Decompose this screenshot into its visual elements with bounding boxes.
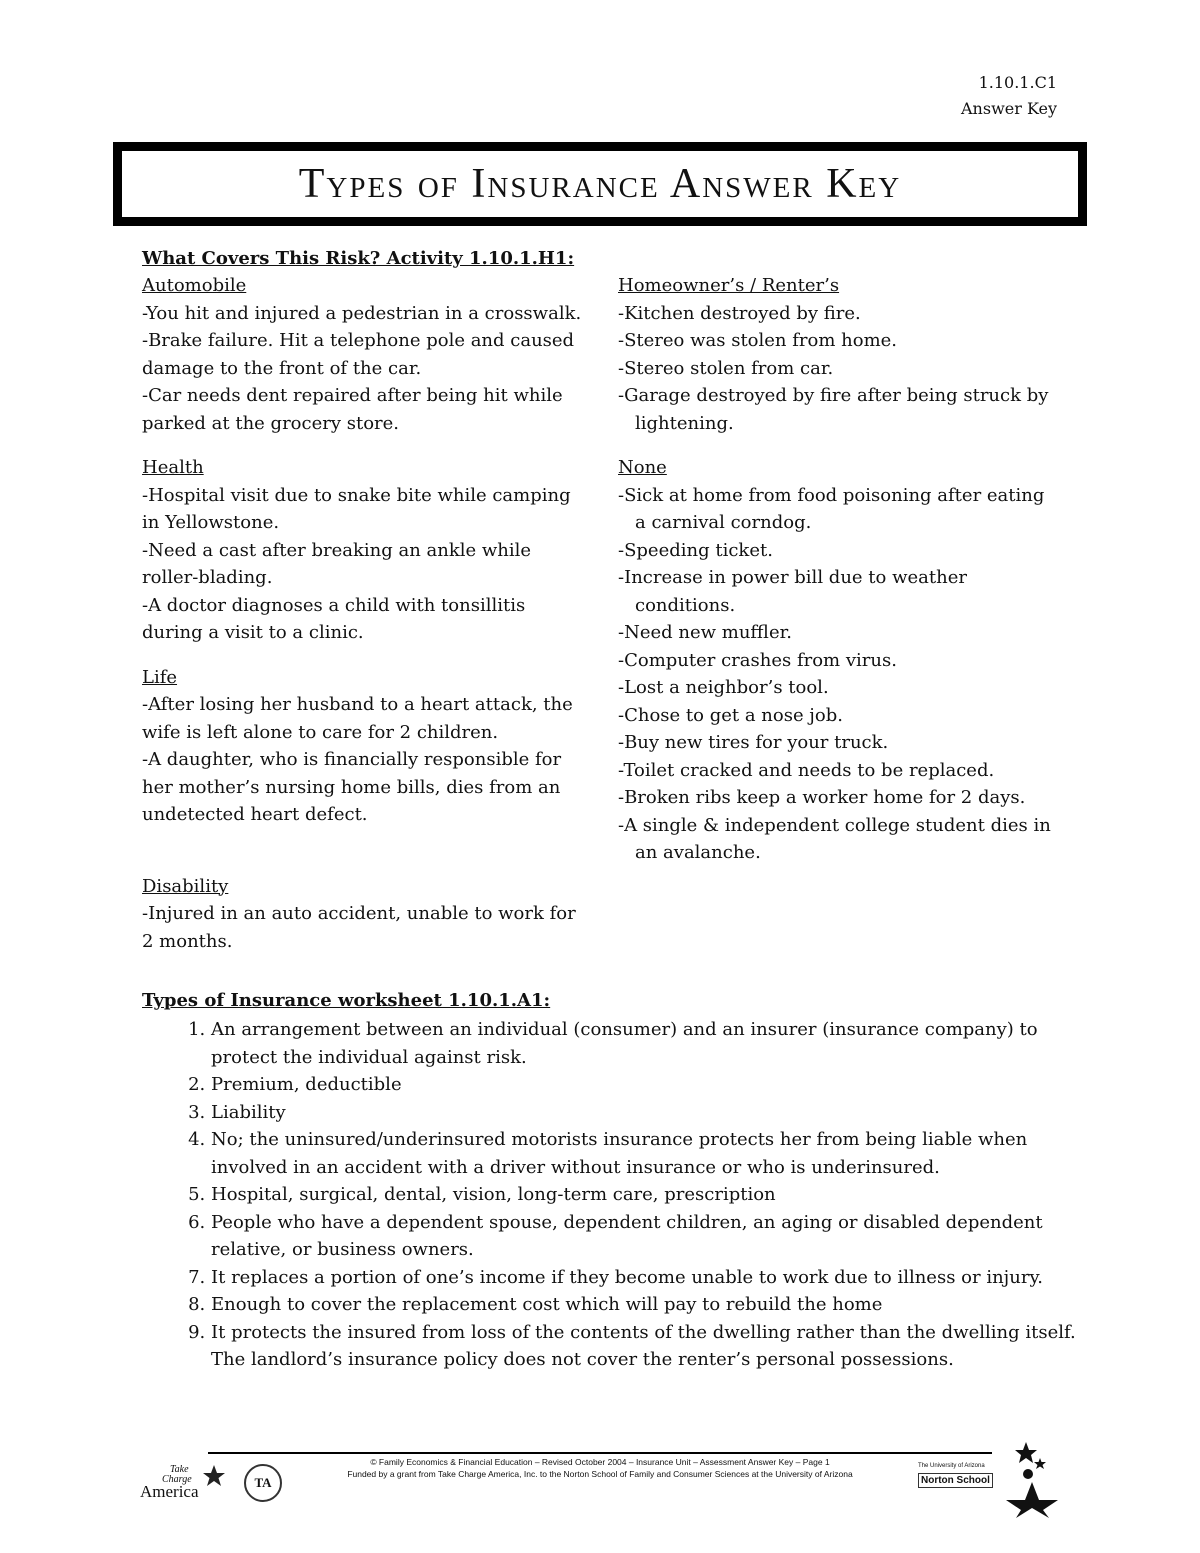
risk-item: -Lost a neighbor’s tool. [618, 677, 829, 698]
stars-figure-icon [1006, 1442, 1058, 1518]
star-icon [202, 1464, 226, 1488]
risk-item: -After losing her husband to a heart attack, the wife is left alone to care for 2 children. [142, 694, 573, 743]
risk-item: -Computer crashes from virus. [618, 649, 897, 671]
university-name: The University of Arizona [918, 1463, 985, 1469]
answer-item: 4. No; the uninsured/underinsured motorists insurance protects her from being liable when involved in an accident with a driver without insurance or who is underinsured. [211, 1126, 1091, 1181]
answer-item: 7. It replaces a portion of one’s income if they become unable to work due to illness or injury. [211, 1264, 1091, 1292]
risk-item: -Increase in power bill due to weather conditions. [618, 567, 967, 616]
risk-item: -Injured in an auto accident, unable to work for 2 months. [142, 903, 576, 952]
category-heading: Life [142, 666, 178, 688]
category-spacer [142, 437, 582, 454]
footer-text [208, 1456, 992, 1480]
answer-item: 8. Enough to cover the replacement cost which will pay to rebuild the home [211, 1291, 1091, 1319]
activity-heading: What Covers This Risk? Activity 1.10.1.H1: [142, 248, 575, 269]
logo-word-2: Charge [162, 1474, 192, 1485]
category-heading: None [618, 457, 667, 478]
category-spacer [142, 829, 582, 846]
category-heading: Homeowner’s / Renter’s [618, 275, 840, 296]
risk-item: -Need a cast after breaking an ankle while roller-blading. [142, 539, 532, 588]
risk-item: -A single & independent college student dies in an avalanche. [618, 814, 1051, 863]
take-charge-america-logo [140, 1462, 232, 1502]
risk-item: -Need new muffler. [618, 622, 792, 643]
right-column [618, 272, 1058, 867]
footer-line-2: Funded by a grant from Take Charge America, Inc. to the Norton School of Family and Consumer Sciences at the University of Arizona [347, 1469, 853, 1479]
risk-item: -Garage destroyed by fire after being struck by lightening. [618, 385, 1049, 434]
category-heading: Automobile [142, 275, 247, 296]
risk-item: -Brake failure. Hit a telephone pole and caused damage to the front of the car. [142, 330, 575, 379]
answer-item: 5. Hospital, surgical, dental, vision, long-term care, prescription [211, 1181, 1091, 1209]
risk-item: -Car needs dent repaired after being hit while parked at the grocery store. [142, 385, 563, 434]
answer-item: 1. An arrangement between an individual (consumer) and an insurer (insurance company) to protect the individual against risk. [211, 1016, 1091, 1071]
answer-item: 6. People who have a dependent spouse, dependent children, an aging or disabled dependent relative, or business owners. [211, 1209, 1091, 1264]
logo-word-3: America [140, 1482, 199, 1501]
ta-logo: TA [244, 1464, 282, 1502]
norton-school-logo [918, 1462, 996, 1500]
risk-item: -Hospital visit due to snake bite while camping in Yellowstone. [142, 484, 571, 533]
risk-item: -A doctor diagnoses a child with tonsillitis during a visit to a clinic. [142, 594, 526, 643]
answer-list [168, 1016, 1091, 1374]
code-number: 1.10.1.C1 [978, 73, 1057, 92]
left-column [142, 272, 582, 955]
footer-line-1: © Family Economics & Financial Education – Revised October 2004 – Insurance Unit – Assessment Answer Key – Page 1 [370, 1457, 830, 1467]
category-heading: Health [142, 457, 204, 478]
risk-item: -Sick at home from food poisoning after eating a carnival corndog. [618, 484, 1045, 533]
school-name: Norton School [918, 1473, 993, 1488]
code-label: Answer Key [961, 99, 1057, 118]
logo-word-1: Take [170, 1464, 189, 1475]
answer-item: 3. Liability [211, 1099, 1091, 1127]
answer-item: 9. It protects the insured from loss of the contents of the dwelling rather than the dwelling itself. The landlord’s insurance policy does not cover the renter’s personal possessions. [211, 1319, 1091, 1374]
risk-item: -You hit and injured a pedestrian in a crosswalk. [142, 302, 582, 324]
footer-divider [208, 1452, 992, 1454]
document-code [961, 70, 1057, 122]
category-spacer [618, 437, 1058, 454]
risk-item: -Broken ribs keep a worker home for 2 days. [618, 787, 1026, 808]
risk-item: -Buy new tires for your truck. [618, 732, 889, 753]
worksheet-heading: Types of Insurance worksheet 1.10.1.A1: [142, 990, 551, 1011]
category-spacer [142, 647, 582, 664]
title-box [113, 142, 1087, 226]
risk-item: -Stereo stolen from car. [618, 357, 834, 379]
risk-item: -Toilet cracked and needs to be replaced. [618, 759, 995, 781]
risk-item: -Chose to get a nose job. [618, 704, 843, 726]
answer-item: 2. Premium, deductible [211, 1071, 1091, 1099]
risk-item: -A daughter, who is financially responsible for her mother’s nursing home bills, dies from an undetected heart defect. [142, 749, 562, 825]
page-title: Types of Insurance Answer Key [298, 161, 902, 207]
risk-item: -Stereo was stolen from home. [618, 330, 898, 351]
risk-item: -Kitchen destroyed by fire. [618, 302, 861, 324]
category-heading: Disability [142, 875, 229, 897]
risk-item: -Speeding ticket. [618, 539, 773, 561]
